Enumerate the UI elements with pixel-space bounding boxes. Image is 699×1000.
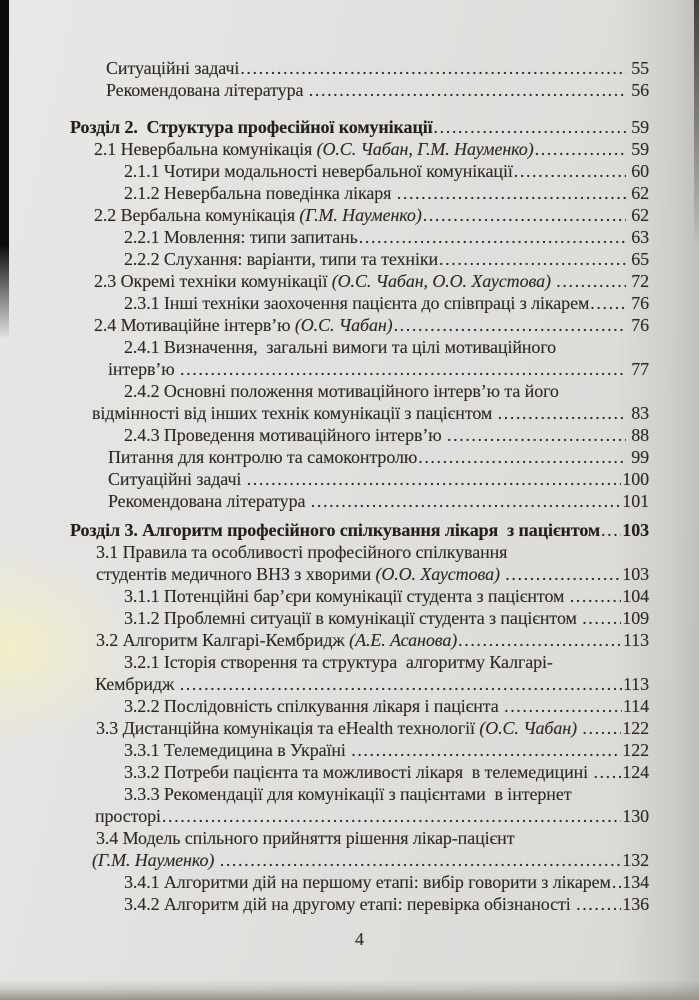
toc-page-number: 122	[622, 718, 649, 738]
toc-page-number: 99	[626, 447, 649, 467]
toc-chapter-entry	[70, 519, 649, 541]
toc-page-number: 88	[626, 425, 649, 445]
dot-leader	[397, 182, 626, 204]
toc-entry-text: 3.3.3 Рекомендації для комунікації з пацієнтами в інтернет	[124, 784, 572, 804]
toc-entry-text: 3.3 Дистанційна комунікація та eHealth технології (О.С. Чабан)	[96, 718, 577, 738]
toc-entry-text: 2.2.1 Мовлення: типи запитань	[124, 227, 358, 247]
toc-page-number: 109	[622, 608, 649, 628]
dot-leader	[220, 849, 622, 871]
toc-entry	[70, 629, 649, 651]
toc-entry	[70, 673, 649, 695]
dot-leader	[590, 292, 626, 314]
toc-entry-text: Рекомендована література	[108, 491, 310, 511]
toc-entry	[70, 651, 649, 673]
toc-page-number: 56	[626, 80, 649, 100]
dot-leader	[418, 446, 626, 468]
toc-entry	[70, 204, 649, 226]
toc-page-number: 55	[626, 58, 649, 78]
toc-page-number: 124	[622, 762, 649, 782]
photo-bottom-edge	[0, 980, 699, 1000]
toc-page-number: 113	[622, 674, 649, 694]
toc-entry-text: Розділ 3. Алгоритм професійного спілкування лікаря з пацієнтом	[70, 520, 601, 540]
toc-entry	[70, 563, 649, 585]
dot-leader	[570, 585, 622, 607]
toc-entry-text: 2.2.2 Слухання: варіанти, типи та техніки	[124, 249, 439, 269]
toc-entry-text: 2.1 Невербальна комунікація (О.С. Чабан, Г.М. Науменко)	[94, 139, 534, 159]
toc-entry	[70, 380, 649, 402]
toc-entry	[70, 248, 649, 270]
toc-entry	[70, 468, 649, 490]
dot-leader	[458, 629, 622, 651]
toc-page-number: 63	[626, 227, 649, 247]
toc-page-number: 59	[626, 117, 649, 137]
toc-entry-text: 2.4.3 Проведення мотиваційного інтерв’ю	[124, 425, 447, 445]
toc-entry-text: Рекомендована література	[106, 80, 308, 100]
toc-entry-text: інтерв’ю	[108, 359, 180, 379]
folio-page-number: 4	[355, 929, 364, 949]
toc-entry-text: відмінності від інших технік комунікації з пацієнтом	[92, 403, 497, 423]
toc-page-number: 76	[626, 293, 649, 313]
dot-leader	[576, 893, 621, 915]
dot-leader	[247, 468, 622, 490]
toc-chapter-entry	[70, 116, 649, 138]
toc-entry	[70, 849, 649, 871]
toc-entry-text: 3.1 Правила та особливості професійного спілкування	[96, 542, 508, 562]
toc-page-number: 59	[626, 139, 649, 159]
toc-entry	[70, 607, 649, 629]
toc-entry	[70, 717, 649, 739]
toc-entry-text: (Г.М. Науменко)	[92, 850, 219, 870]
toc-entry	[70, 270, 649, 292]
toc-page-number: 113	[622, 630, 649, 650]
toc-entry	[70, 424, 649, 446]
dot-leader	[180, 673, 622, 695]
dot-leader	[535, 138, 626, 160]
toc-entry-text: Ситуаційні задачі	[108, 469, 246, 489]
toc-list	[70, 57, 649, 915]
toc-page-number: 136	[622, 894, 649, 914]
toc-page-number: 103	[622, 564, 649, 584]
toc-page-number: 77	[626, 359, 649, 379]
toc-page-number: 132	[622, 850, 649, 870]
toc-entry-text: 3.1.1 Потенційні бар’єри комунікації студента з пацієнтом	[124, 586, 569, 606]
toc-entry-text: 3.1.2 Проблемні ситуації в комунікації студента з пацієнтом	[124, 608, 582, 628]
dot-leader	[593, 761, 621, 783]
dot-leader	[514, 160, 626, 182]
dot-leader	[359, 226, 626, 248]
toc-entry	[70, 695, 649, 717]
toc-entry-text: 2.4 Мотиваційне інтерв’ю (О.С. Чабан)	[94, 315, 393, 335]
toc-entry	[70, 446, 649, 468]
toc-entry-text: просторі	[95, 806, 161, 826]
dot-leader	[423, 204, 626, 226]
toc-entry	[70, 402, 649, 424]
toc-page-number: 72	[626, 271, 649, 291]
toc-entry	[70, 138, 649, 160]
toc-entry-text: 2.1.2 Невербальна поведінка лікаря	[124, 183, 396, 203]
toc-page-number: 101	[622, 491, 649, 511]
toc-entry-text: 3.3.1 Телемедицина в Україні	[124, 740, 351, 760]
toc-page-number: 134	[622, 872, 649, 892]
toc-entry-text: 2.3 Окремі техніки комунікації (О.С. Чабан, О.О. Хаустова)	[94, 271, 551, 291]
dot-leader	[601, 519, 621, 541]
toc-entry-text: 3.4 Модель спільного прийняття рішення лікар-пацієнт	[96, 828, 515, 848]
dot-leader	[351, 739, 621, 761]
toc-entry	[70, 57, 649, 79]
toc-entry	[70, 827, 649, 849]
toc-page-number: 60	[626, 161, 649, 181]
dot-leader	[582, 607, 621, 629]
toc-entry	[70, 871, 649, 893]
toc-entry	[70, 314, 649, 336]
toc-entry-text: 3.4.2 Алгоритм дій на другому етапі: перевірка обізнаності	[124, 894, 576, 914]
toc-entry	[70, 292, 649, 314]
toc-entry-text: 3.3.2 Потреби пацієнта та можливості лікаря в телемедицині	[124, 762, 593, 782]
toc-page-number: 76	[626, 315, 649, 335]
dot-leader	[505, 563, 621, 585]
dot-leader	[582, 717, 621, 739]
dot-leader	[434, 116, 626, 138]
toc-entry	[70, 358, 649, 380]
toc-entry-text: 2.2 Вербальна комунікація (Г.М. Науменко)	[94, 205, 422, 225]
dot-leader	[498, 402, 626, 424]
toc-entry-text: 2.4.2 Основні положення мотиваційного інтерв’ю та його	[124, 381, 559, 401]
toc-entry-text: 2.4.1 Визначення, загальні вимоги та цілі мотиваційного	[124, 337, 557, 357]
toc-entry	[70, 226, 649, 248]
dot-leader	[311, 490, 622, 512]
toc-entry-text: 2.3.1 Інші техніки заохочення пацієнта до співпраці з лікарем	[124, 293, 590, 313]
toc-page-number: 122	[622, 740, 649, 760]
toc-page-number: 100	[622, 469, 649, 489]
toc-entry-text: Ситуаційні задачі	[106, 58, 240, 78]
toc-entry	[70, 541, 649, 563]
toc-entry	[70, 160, 649, 182]
toc-page-number: 62	[626, 205, 649, 225]
toc-page-number: 62	[626, 183, 649, 203]
toc-page-number: 103	[622, 520, 649, 540]
toc-page-number: 130	[622, 806, 649, 826]
toc-entry-text: 3.2.1 Історія створення та структура алгоритму Калгарі-	[124, 652, 553, 672]
dot-leader	[240, 57, 625, 79]
toc-entry	[70, 739, 649, 761]
dot-leader	[447, 424, 626, 446]
toc-entry-text: Кембридж	[95, 674, 179, 694]
toc-entry	[70, 79, 649, 101]
toc-entry	[70, 336, 649, 358]
dot-leader	[309, 79, 626, 101]
toc-entry-text: Розділ 2. Структура професійної комунікації	[70, 117, 433, 137]
toc-entry-text: Питання для контролю та самоконтролю	[108, 447, 418, 467]
toc-entry-text: 2.1.1 Чотири модальності невербальної комунікації	[124, 161, 513, 181]
toc-entry-text: 3.4.1 Алгоритми дій на першому етапі: вибір говорити з лікарем	[124, 872, 611, 892]
toc-entry	[70, 490, 649, 512]
dot-leader	[439, 248, 626, 270]
toc-entry-text: 3.2 Алгоритм Калгарі-Кембридж (А.Е. Асанова)	[96, 630, 458, 650]
dot-leader	[394, 314, 626, 336]
toc-entry	[70, 805, 649, 827]
toc-entry	[70, 783, 649, 805]
toc-page-number: 83	[626, 403, 649, 423]
toc-entry	[70, 585, 649, 607]
toc-entry	[70, 893, 649, 915]
toc-page-number: 104	[622, 586, 649, 606]
toc-page-number: 114	[622, 696, 649, 716]
dot-leader	[180, 358, 626, 380]
toc-entry-text: студентів медичного ВНЗ з хворими (О.О. Хаустова)	[96, 564, 500, 584]
toc-entry	[70, 761, 649, 783]
dot-leader	[504, 695, 622, 717]
dot-leader	[162, 805, 621, 827]
toc-entry	[70, 182, 649, 204]
dot-leader	[556, 270, 626, 292]
toc-entry-text: 3.2.2 Послідовність спілкування лікаря і пацієнта	[124, 696, 504, 716]
toc-page-number: 65	[626, 249, 649, 269]
dot-leader	[612, 871, 621, 893]
